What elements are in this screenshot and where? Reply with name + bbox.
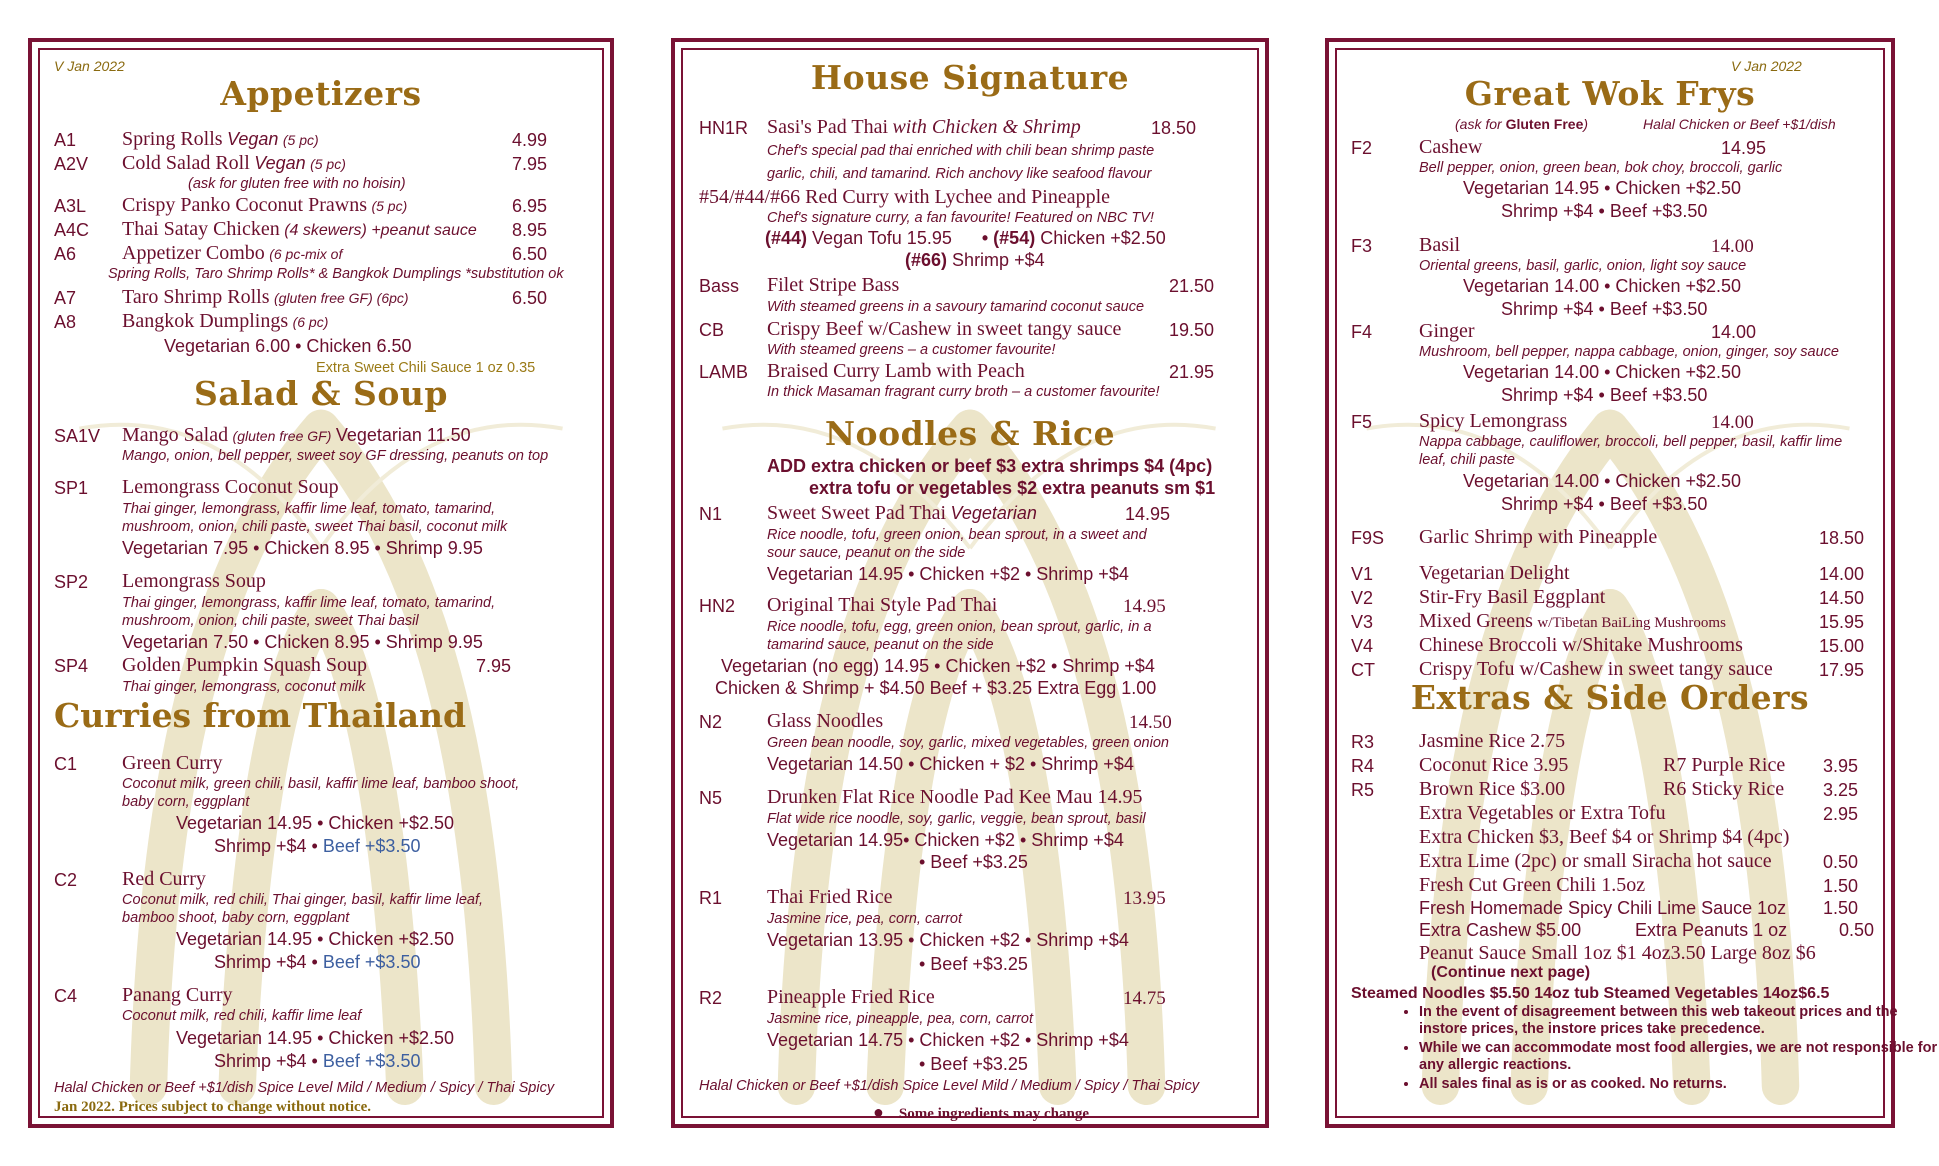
- menu-item-hn1r[interactable]: [767, 116, 1081, 139]
- item-code: F9S: [1351, 528, 1385, 548]
- item-options: Shrimp +$4 • Beef +$3.50: [1501, 494, 1708, 514]
- item-options: Vegetarian 14.95 • Chicken +$2.50: [176, 929, 455, 949]
- menu-item-n5[interactable]: Drunken Flat Rice Noodle Pad Kee Mau 14.95: [767, 786, 1143, 808]
- item-price: 13.95: [1123, 888, 1166, 909]
- item-note: (5 pc): [310, 156, 346, 172]
- item-options: Shrimp +$4 • Beef +$3.50: [1501, 385, 1708, 405]
- item-code: A3L: [54, 196, 87, 216]
- item-tag: Vegan: [227, 129, 279, 149]
- item-price: 2.95: [1823, 804, 1859, 824]
- beef-option: Beef +$3.50: [322, 1051, 421, 1071]
- item-name: Sasi's Pad Thai: [767, 116, 889, 138]
- item-options: Shrimp +$4 • Beef +$3.50: [1501, 201, 1708, 221]
- item-options: [214, 836, 420, 857]
- item-name: Sweet Sweet Pad Thai: [767, 502, 947, 524]
- menu-item-bass[interactable]: Filet Stripe Bass: [767, 274, 900, 296]
- appetizers-heading: Appetizers: [220, 74, 422, 113]
- item-price: 6.50: [512, 288, 548, 308]
- item-description: Coconut milk, red chili, Thai ginger, basil, kaffir lime leaf,: [122, 892, 484, 908]
- item-code: V1: [1351, 564, 1374, 584]
- item-description: tamarind sauce, peanut on the side: [767, 637, 994, 653]
- item-description: Green bean noodle, soy, garlic, mixed vegetables, green onion: [767, 735, 1169, 751]
- item-code: R1: [699, 888, 723, 908]
- item-description: Thai ginger, lemongrass, kaffir lime leaf, tomato, tamarind,: [122, 501, 496, 517]
- menu-item-v2[interactable]: Stir-Fry Basil Eggplant: [1419, 586, 1606, 608]
- menu-item-sp2[interactable]: Lemongrass Soup: [122, 570, 266, 592]
- item-price: 7.95: [476, 656, 512, 676]
- item-code: SP1: [54, 478, 89, 498]
- extras-heading: Extras & Side Orders: [1410, 678, 1810, 717]
- extra-item[interactable]: Extra Lime (2pc) or small Siracha hot sauce: [1419, 850, 1772, 872]
- item-options: • Beef +$3.25: [919, 1054, 1028, 1074]
- peanut-sauce-item[interactable]: Peanut Sauce Small 1oz $1 4oz3.50 Large 8oz $6: [1419, 942, 1816, 964]
- item-options: Vegetarian 14.00 • Chicken +$2.50: [1463, 471, 1742, 491]
- extra-item[interactable]: Extra Chicken $3, Beef $4 or Shrimp $4 (4pc): [1419, 826, 1790, 848]
- item-code: V3: [1351, 612, 1374, 632]
- item-description: baby corn, eggplant: [122, 794, 250, 810]
- item-price: 21.50: [1169, 276, 1215, 296]
- item-name: Cold Salad Roll: [122, 152, 250, 174]
- item-code: R3: [1351, 732, 1375, 752]
- code-54: • (#54): [981, 228, 1036, 248]
- item-options: Vegetarian 14.00 • Chicken +$2.50: [1463, 362, 1742, 382]
- item-note: (6 pc): [292, 314, 329, 330]
- menu-item-sp1[interactable]: Lemongrass Coconut Soup: [122, 476, 339, 498]
- menu-item-a7[interactable]: [122, 286, 409, 309]
- menu-item-f5[interactable]: Spicy Lemongrass: [1419, 410, 1568, 432]
- item-options: • Beef +$3.25: [919, 852, 1028, 872]
- item-description: Bell pepper, onion, green bean, bok choy, broccoli, garlic: [1419, 160, 1783, 176]
- item-price: 15.00: [1819, 636, 1865, 656]
- item-options: Vegetarian 14.00 • Chicken +$2.50: [1463, 276, 1742, 296]
- beef-option: Beef +$3.50: [322, 952, 421, 972]
- item-code: R2: [699, 988, 723, 1008]
- item-note: w/Tibetan BaiLing Mushrooms: [1537, 615, 1726, 631]
- item-price: Vegetarian 11.50: [335, 425, 471, 445]
- item-name: Crispy Panko Coconut Prawns: [122, 194, 367, 216]
- item-name: Appetizer Combo: [122, 242, 265, 264]
- item-description: With steamed greens – a customer favourite!: [767, 342, 1056, 358]
- item-code: N2: [699, 712, 723, 732]
- item-options: • Beef +$3.25: [919, 954, 1028, 974]
- item-description: Mushroom, bell pepper, nappa cabbage, onion, ginger, soy sauce: [1419, 344, 1839, 360]
- item-code: HN1R: [699, 118, 749, 138]
- item-options: Vegetarian 14.75 • Chicken +$2 • Shrimp +$4: [767, 1030, 1129, 1050]
- item-code: A2V: [54, 154, 89, 174]
- item-price: 4.99: [512, 130, 548, 150]
- menu-item-r3[interactable]: Jasmine Rice 2.75: [1419, 730, 1566, 752]
- shrimp-option: Shrimp +$4 •: [214, 1051, 318, 1071]
- item-description: Coconut milk, green chili, basil, kaffir lime leaf, bamboo shoot,: [122, 776, 520, 792]
- item-options: Vegetarian 7.50 • Chicken 8.95 • Shrimp 9.95: [122, 632, 483, 652]
- noodles-rice-heading: Noodles & Rice: [824, 414, 1116, 453]
- item-code: A1: [54, 130, 77, 150]
- item-code: C2: [54, 870, 78, 890]
- menu-item-a6[interactable]: [122, 242, 342, 265]
- item-price: 18.50: [1151, 118, 1197, 138]
- item-price: 3.95: [1823, 756, 1859, 776]
- item-description: mushroom, onion, chili paste, sweet Thai basil, coconut milk: [122, 519, 508, 535]
- item-code: SP4: [54, 656, 89, 676]
- item-price: 1.50: [1823, 876, 1859, 896]
- menu-item-a3l[interactable]: [122, 194, 407, 217]
- menu-item-v3[interactable]: [1419, 610, 1726, 633]
- gluten-free-note: [1455, 116, 1588, 132]
- item-price: 14.00: [1711, 412, 1754, 433]
- bullet-icon: ●: [873, 1102, 884, 1122]
- gf-word: Gluten Free: [1505, 116, 1584, 132]
- item-code: CB: [699, 320, 725, 340]
- item-code: SA1V: [54, 426, 101, 446]
- item-price: 14.75: [1123, 988, 1166, 1009]
- item-options: Vegetarian 14.95 • Chicken +$2.50: [1463, 178, 1742, 198]
- menu-item-lamb[interactable]: Braised Curry Lamb with Peach: [767, 360, 1025, 382]
- item-description: With steamed greens in a savoury tamarind coconut sauce: [767, 299, 1145, 315]
- item-tag: with Chicken & Shrimp: [892, 116, 1081, 138]
- menu-item-sa1v[interactable]: [122, 424, 471, 447]
- item-code: R4: [1351, 756, 1375, 776]
- item-price: 15.95: [1819, 612, 1865, 632]
- vegan-tofu-option: Vegan Tofu 15.95: [812, 228, 952, 248]
- add-ons-line-2: extra tofu or vegetables $2 extra peanuts sm $1: [809, 478, 1216, 498]
- menu-item-hn2[interactable]: Original Thai Style Pad Thai: [767, 594, 998, 616]
- menu-item-sp4[interactable]: Golden Pumpkin Squash Soup: [122, 654, 368, 676]
- item-note: (4 skewers) +peanut sauce: [284, 222, 477, 239]
- menu-item-red-curry-lychee[interactable]: #54/#44/#66 Red Curry with Lychee and Pineapple: [699, 186, 1111, 208]
- menu-item-f4[interactable]: Ginger: [1419, 320, 1475, 342]
- house-signature-heading: House Signature: [810, 58, 1130, 97]
- item-description: Flat wide rice noodle, soy, garlic, veggie, bean sprout, basil: [767, 811, 1146, 827]
- menu-item-cb[interactable]: Crispy Beef w/Cashew in sweet tangy sauce: [767, 318, 1122, 340]
- policy-note: • All sales final as is or as cooked. No returns.: [1419, 1076, 1939, 1093]
- menu-item-v4[interactable]: Chinese Broccoli w/Shitake Mushrooms: [1419, 634, 1743, 656]
- menu-item-r7[interactable]: R7 Purple Rice: [1663, 754, 1786, 776]
- ingredients-footer: [873, 1102, 1089, 1123]
- item-options: Vegetarian (no egg) 14.95 • Chicken +$2 • Shrimp +$4: [721, 656, 1155, 676]
- item-description: In thick Masaman fragrant curry broth – a customer favourite!: [767, 384, 1160, 400]
- chicken-option: Chicken +$2.50: [1040, 228, 1166, 248]
- item-options: Vegetarian 6.00 • Chicken 6.50: [164, 336, 412, 356]
- item-code: Bass: [699, 276, 740, 296]
- item-price: 14.50: [1129, 712, 1172, 733]
- item-description: mushroom, onion, chili paste, sweet Thai basil: [122, 613, 419, 629]
- item-price: 14.00: [1711, 322, 1757, 342]
- item-price: 21.95: [1169, 362, 1215, 382]
- item-code: N5: [699, 788, 723, 808]
- menu-item-ct[interactable]: Crispy Tofu w/Cashew in sweet tangy sauce: [1419, 658, 1773, 680]
- combo-description: Spring Rolls, Taro Shrimp Rolls* & Bangkok Dumplings *substitution ok: [108, 266, 564, 282]
- item-description: Oriental greens, basil, garlic, onion, light soy sauce: [1419, 258, 1747, 274]
- item-options: Vegetarian 14.95 • Chicken +$2.50: [176, 813, 455, 833]
- extra-item[interactable]: Extra Peanuts 1 oz: [1635, 920, 1788, 940]
- version-label: V Jan 2022: [54, 58, 125, 74]
- menu-item-a1[interactable]: [122, 128, 319, 151]
- item-code: V4: [1351, 636, 1374, 656]
- item-code: F4: [1351, 322, 1373, 342]
- right-menu-panel: [1325, 38, 1938, 1128]
- code-66: (#66): [905, 250, 948, 270]
- shrimp-option: Shrimp +$4 •: [214, 952, 318, 972]
- menu-item-a8[interactable]: [122, 310, 328, 333]
- item-name: Mango Salad: [122, 424, 229, 446]
- menu-item-c2[interactable]: Red Curry: [122, 868, 206, 890]
- menu-item-v1[interactable]: Vegetarian Delight: [1419, 562, 1570, 584]
- halal-note: Halal Chicken or Beef +$1/dish: [1643, 116, 1836, 132]
- menu-item-c4[interactable]: Panang Curry: [122, 984, 233, 1006]
- item-price: 7.95: [512, 154, 548, 174]
- menu-item-n1[interactable]: [767, 502, 1037, 525]
- item-price: 14.50: [1819, 588, 1865, 608]
- item-code: F2: [1351, 138, 1373, 158]
- item-price: 14.00: [1711, 236, 1754, 257]
- item-name: Taro Shrimp Rolls: [122, 286, 270, 308]
- policy-notes: [1391, 1004, 1939, 1095]
- item-price: 17.95: [1819, 660, 1865, 680]
- item-price: 6.50: [512, 244, 548, 264]
- item-note: (gluten free GF) (6pc): [273, 290, 409, 306]
- gf-suffix: ): [1583, 116, 1589, 132]
- item-description: Mango, onion, bell pepper, sweet soy GF dressing, peanuts on top: [122, 448, 549, 464]
- item-price: 14.95: [1125, 504, 1171, 524]
- item-code: SP2: [54, 572, 89, 592]
- item-description: Rice noodle, tofu, egg, green onion, bean sprout, garlic, in a: [767, 619, 1152, 635]
- item-description: Thai ginger, lemongrass, kaffir lime leaf, tomato, tamarind,: [122, 595, 496, 611]
- item-code: A4C: [54, 220, 90, 240]
- item-code: F3: [1351, 236, 1373, 256]
- item-code: C4: [54, 986, 78, 1006]
- policy-note: • While we can accommodate most food allergies, we are not responsible for any allergic reactions.: [1419, 1040, 1939, 1074]
- item-note: (gluten free GF): [232, 428, 332, 444]
- add-ons-line-1: ADD extra chicken or beef $3 extra shrimps $4 (4pc): [767, 456, 1213, 476]
- item-code: N1: [699, 504, 723, 524]
- right-panel-inner: [1335, 48, 1938, 1118]
- item-options: Shrimp +$4 • Beef +$3.50: [1501, 299, 1708, 319]
- item-description: Chef's signature curry, a fan favourite! Featured on NBC TV!: [767, 210, 1154, 226]
- item-code: CT: [1351, 660, 1375, 680]
- menu-item-n2[interactable]: Glass Noodles: [767, 710, 884, 732]
- price-notice-footer: Jan 2022. Prices subject to change without notice.: [54, 1099, 372, 1115]
- item-price: 19.50: [1169, 320, 1215, 340]
- halal-spice-footer: Halal Chicken or Beef +$1/dish Spice Level Mild / Medium / Spicy / Thai Spicy: [699, 1078, 1200, 1094]
- item-note: (5 pc): [371, 198, 408, 214]
- left-menu-panel: [28, 38, 614, 1128]
- item-price: 3.25: [1823, 780, 1859, 800]
- menu-item-a4c[interactable]: [122, 218, 477, 241]
- menu-item-r4[interactable]: Coconut Rice 3.95: [1419, 754, 1569, 776]
- item-options: Vegetarian 14.95 • Chicken +$2.50: [176, 1028, 455, 1048]
- chili-sauce-extra: Extra Sweet Chili Sauce 1 oz 0.35: [316, 360, 536, 376]
- continue-next-page: (Continue next page): [1431, 964, 1591, 981]
- middle-menu-panel: [671, 38, 1269, 1128]
- item-description: Jasmine rice, pineapple, pea, corn, carrot: [767, 1011, 1033, 1027]
- item-description: leaf, chili paste: [1419, 452, 1515, 468]
- item-price: 18.50: [1819, 528, 1865, 548]
- item-code: LAMB: [699, 362, 749, 382]
- item-tag: Vegan: [254, 153, 306, 173]
- item-price: 14.95: [1123, 596, 1166, 617]
- item-price: 6.95: [512, 196, 548, 216]
- item-options: Vegetarian 7.95 • Chicken 8.95 • Shrimp 9.95: [122, 538, 483, 558]
- item-description: Coconut milk, red chili, kaffir lime leaf: [122, 1008, 362, 1024]
- item-options: Vegetarian 14.95 • Chicken +$2 • Shrimp +$4: [767, 564, 1129, 584]
- item-options: Vegetarian 14.95• Chicken +$2 • Shrimp +$4: [767, 830, 1124, 850]
- item-code: C1: [54, 754, 78, 774]
- item-code: R5: [1351, 780, 1375, 800]
- item-description: Thai ginger, lemongrass, coconut milk: [122, 679, 366, 695]
- menu-item-r6[interactable]: R6 Sticky Rice: [1663, 778, 1785, 800]
- item-tag: Vegetarian: [950, 503, 1037, 523]
- item-code: HN2: [699, 596, 736, 616]
- menu-item-r2[interactable]: Pineapple Fried Rice: [767, 986, 935, 1008]
- item-description: sour sauce, peanut on the side: [767, 545, 966, 561]
- item-options: [214, 952, 420, 973]
- steamed-items: Steamed Noodles $5.50 14oz tub Steamed Vegetables 14oz$6.5: [1351, 985, 1830, 1002]
- item-note: (6 pc-mix of: [269, 246, 343, 262]
- item-code: A8: [54, 312, 77, 332]
- extra-item[interactable]: Extra Cashew $5.00: [1419, 920, 1582, 940]
- wok-frys-heading: Great Wok Frys: [1464, 74, 1756, 113]
- item-options: Vegetarian 13.95 • Chicken +$2 • Shrimp +$4: [767, 930, 1129, 950]
- item-price: 14.00: [1819, 564, 1865, 584]
- menu-item-a2v[interactable]: [122, 152, 346, 175]
- salad-soup-heading: Salad & Soup: [194, 374, 448, 413]
- item-price: 8.95: [512, 220, 548, 240]
- item-price: 1.50: [1823, 898, 1859, 918]
- item-price: 0.50: [1823, 852, 1859, 872]
- item-options: Chicken & Shrimp + $4.50 Beef + $3.25 Extra Egg 1.00: [715, 678, 1157, 698]
- item-code: V2: [1351, 588, 1374, 608]
- item-code: A7: [54, 288, 77, 308]
- code-44: (#44): [765, 228, 808, 248]
- menu-item-f9s[interactable]: Garlic Shrimp with Pineapple: [1419, 526, 1658, 548]
- beef-option: Beef +$3.50: [322, 836, 421, 856]
- item-description: Rice noodle, tofu, green onion, bean sprout, in a sweet and: [767, 527, 1147, 543]
- item-name: Thai Satay Chicken: [122, 218, 280, 240]
- item-description: garlic, chili, and tamarind. Rich anchovy like seafood flavour: [767, 166, 1152, 182]
- item-price: 0.50: [1839, 920, 1875, 940]
- extra-item[interactable]: Extra Vegetables or Extra Tofu: [1419, 802, 1666, 824]
- item-name: Bangkok Dumplings: [122, 310, 289, 332]
- shrimp-option: Shrimp +$4: [952, 250, 1045, 270]
- item-options: [214, 1051, 420, 1072]
- item-description: bamboo shoot, baby corn, eggplant: [122, 910, 350, 926]
- policy-note: • In the event of disagreement between this web takeout prices and the instore prices, the instore prices take precedence.: [1419, 1004, 1939, 1038]
- item-options: Vegetarian 14.50 • Chicken + $2 • Shrimp +$4: [767, 754, 1134, 774]
- extra-item[interactable]: Fresh Cut Green Chili 1.5oz: [1419, 874, 1646, 896]
- item-description: Chef's special pad thai enriched with chili bean shrimp paste: [767, 143, 1155, 159]
- menu-item-r5[interactable]: Brown Rice $3.00: [1419, 778, 1566, 800]
- middle-panel-inner: [681, 48, 1259, 1122]
- gluten-free-note: (ask for gluten free with no hoisin): [188, 176, 406, 192]
- item-options: [765, 228, 1166, 249]
- item-description: Jasmine rice, pea, corn, carrot: [767, 911, 963, 927]
- menu-item-f2[interactable]: Cashew: [1419, 136, 1483, 158]
- menu-item-c1[interactable]: Green Curry: [122, 752, 223, 774]
- shrimp-option: Shrimp +$4 •: [214, 836, 318, 856]
- halal-spice-footer: Halal Chicken or Beef +$1/dish Spice Level Mild / Medium / Spicy / Thai Spicy: [54, 1080, 555, 1096]
- curries-heading: Curries from Thailand: [54, 696, 467, 735]
- ingredients-note: Some ingredients may change: [898, 1106, 1090, 1122]
- item-name: Mixed Greens: [1419, 610, 1533, 632]
- item-code: A6: [54, 244, 77, 264]
- item-note: (5 pc): [282, 132, 319, 148]
- item-price: 14.95: [1721, 138, 1767, 158]
- item-options: [905, 250, 1045, 271]
- item-name: Spring Rolls: [122, 128, 223, 150]
- version-label: V Jan 2022: [1731, 58, 1802, 74]
- menu-item-r1[interactable]: Thai Fried Rice: [767, 886, 893, 908]
- item-description: Nappa cabbage, cauliflower, broccoli, bell pepper, basil, kaffir lime: [1419, 434, 1843, 450]
- extra-item[interactable]: Fresh Homemade Spicy Chili Lime Sauce 1oz: [1419, 898, 1787, 918]
- gf-prefix: (ask for: [1455, 116, 1502, 132]
- item-code: F5: [1351, 412, 1373, 432]
- left-panel-inner: [38, 48, 604, 1118]
- menu-item-f3[interactable]: Basil: [1419, 234, 1461, 256]
